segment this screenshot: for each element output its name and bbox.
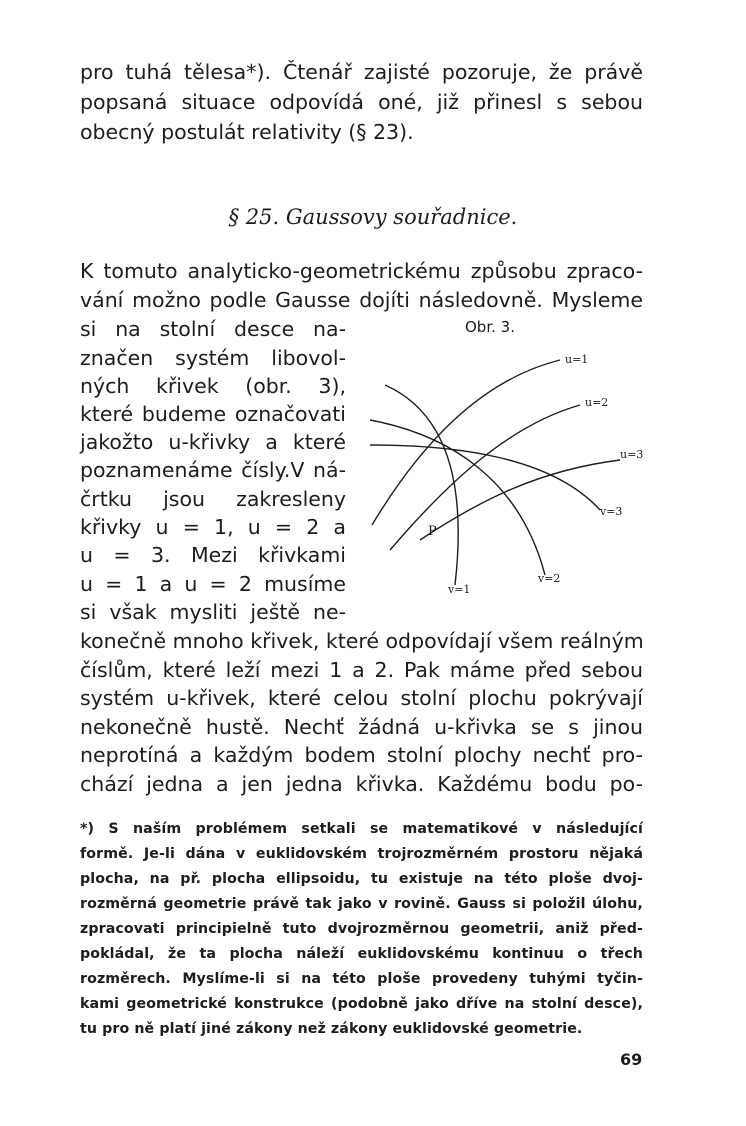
- text-line: poznamenáme čísly.V ná-: [80, 458, 346, 482]
- text-line: chází jedna a jen jedna křivka. Každému bodu po-: [80, 772, 643, 796]
- label-point-p: P: [428, 524, 437, 539]
- curve-u1: [372, 360, 560, 525]
- text-line: nekonečně hustě. Nechť žádná u-křivka se s jinou: [80, 715, 643, 739]
- text-line: popsaná situace odpovídá oné, již přinesl s sebou: [80, 90, 643, 114]
- text-line: si na stolní desce na-: [80, 317, 346, 341]
- text-line: systém u-křivek, které celou stolní plochu pokrývají: [80, 686, 643, 710]
- label-u2: u=2: [585, 396, 609, 409]
- footnote-line: formě. Je-li dána v euklidovském trojrozměrném prostoru nějaká: [80, 846, 643, 862]
- curve-v3: [370, 445, 600, 510]
- text-line: pro tuhá tělesa*). Čtenář zajisté pozoruje, že právě: [80, 60, 643, 84]
- text-line: obecný postulát relativity (§ 23).: [80, 120, 414, 144]
- text-line: u = 3. Mezi křivkami: [80, 543, 346, 567]
- footnote-line: pokládal, že ta plocha náleží euklidovskému kontinuu o třech: [80, 946, 643, 962]
- footnote-line: tu pro ně platí jiné zákony než zákony euklidovské geometrie.: [80, 1021, 583, 1037]
- label-u1: u=1: [565, 353, 589, 366]
- text-line: vání možno podle Gausse dojíti následovně. Mysleme: [80, 288, 643, 312]
- text-line: jakožto u-křivky a které: [80, 430, 346, 454]
- text-line: u = 1 a u = 2 musíme: [80, 572, 346, 596]
- text-line: které budeme označovati: [80, 402, 346, 426]
- text-line: neprotíná a každým bodem stolní plochy nechť pro-: [80, 743, 643, 767]
- curve-u2: [390, 405, 580, 550]
- page-number: 69: [620, 1050, 643, 1069]
- figure-caption: Obr. 3.: [465, 318, 515, 336]
- footnote-line: kami geometrické konstrukce (podobně jako dříve na stolní desce),: [80, 996, 643, 1012]
- footnote-line: zpracovati principielně tuto dvojrozměrnou geometrii, aniž před-: [80, 921, 643, 937]
- label-v3: v=3: [600, 505, 623, 518]
- text-line: značen systém libovol-: [80, 346, 346, 370]
- figure-diagram: [350, 335, 650, 605]
- footnote-line: rozměrná geometrie právě tak jako v rovině. Gauss si položil úlohu,: [80, 896, 643, 912]
- text-line: črtku jsou zakresleny: [80, 487, 346, 511]
- footnote-line: rozměrech. Myslíme-li si na této ploše provedeny tuhými tyčin-: [80, 971, 643, 987]
- label-u3: u=3: [620, 448, 644, 461]
- text-line: si však mysliti ještě ne-: [80, 600, 346, 624]
- curve-v1: [385, 385, 458, 585]
- footnote-line: *) S naším problémem setkali se matematikové v následující: [80, 821, 643, 837]
- label-v1: v=1: [448, 583, 471, 596]
- text-line: K tomuto analyticko-geometrickému způsobu zpraco-: [80, 259, 643, 283]
- footnote-line: plocha, na př. plocha ellipsoidu, tu existuje na této ploše dvoj-: [80, 871, 643, 887]
- text-line: křivky u = 1, u = 2 a: [80, 515, 346, 539]
- text-line: konečně mnoho křivek, které odpovídají všem reálným: [80, 629, 644, 653]
- label-v2: v=2: [538, 572, 561, 585]
- text-line: ných křivek (obr. 3),: [80, 374, 346, 398]
- text-line: číslům, které leží mezi 1 a 2. Pak máme před sebou: [80, 658, 643, 682]
- section-heading: § 25. Gaussovy souřadnice.: [228, 205, 518, 229]
